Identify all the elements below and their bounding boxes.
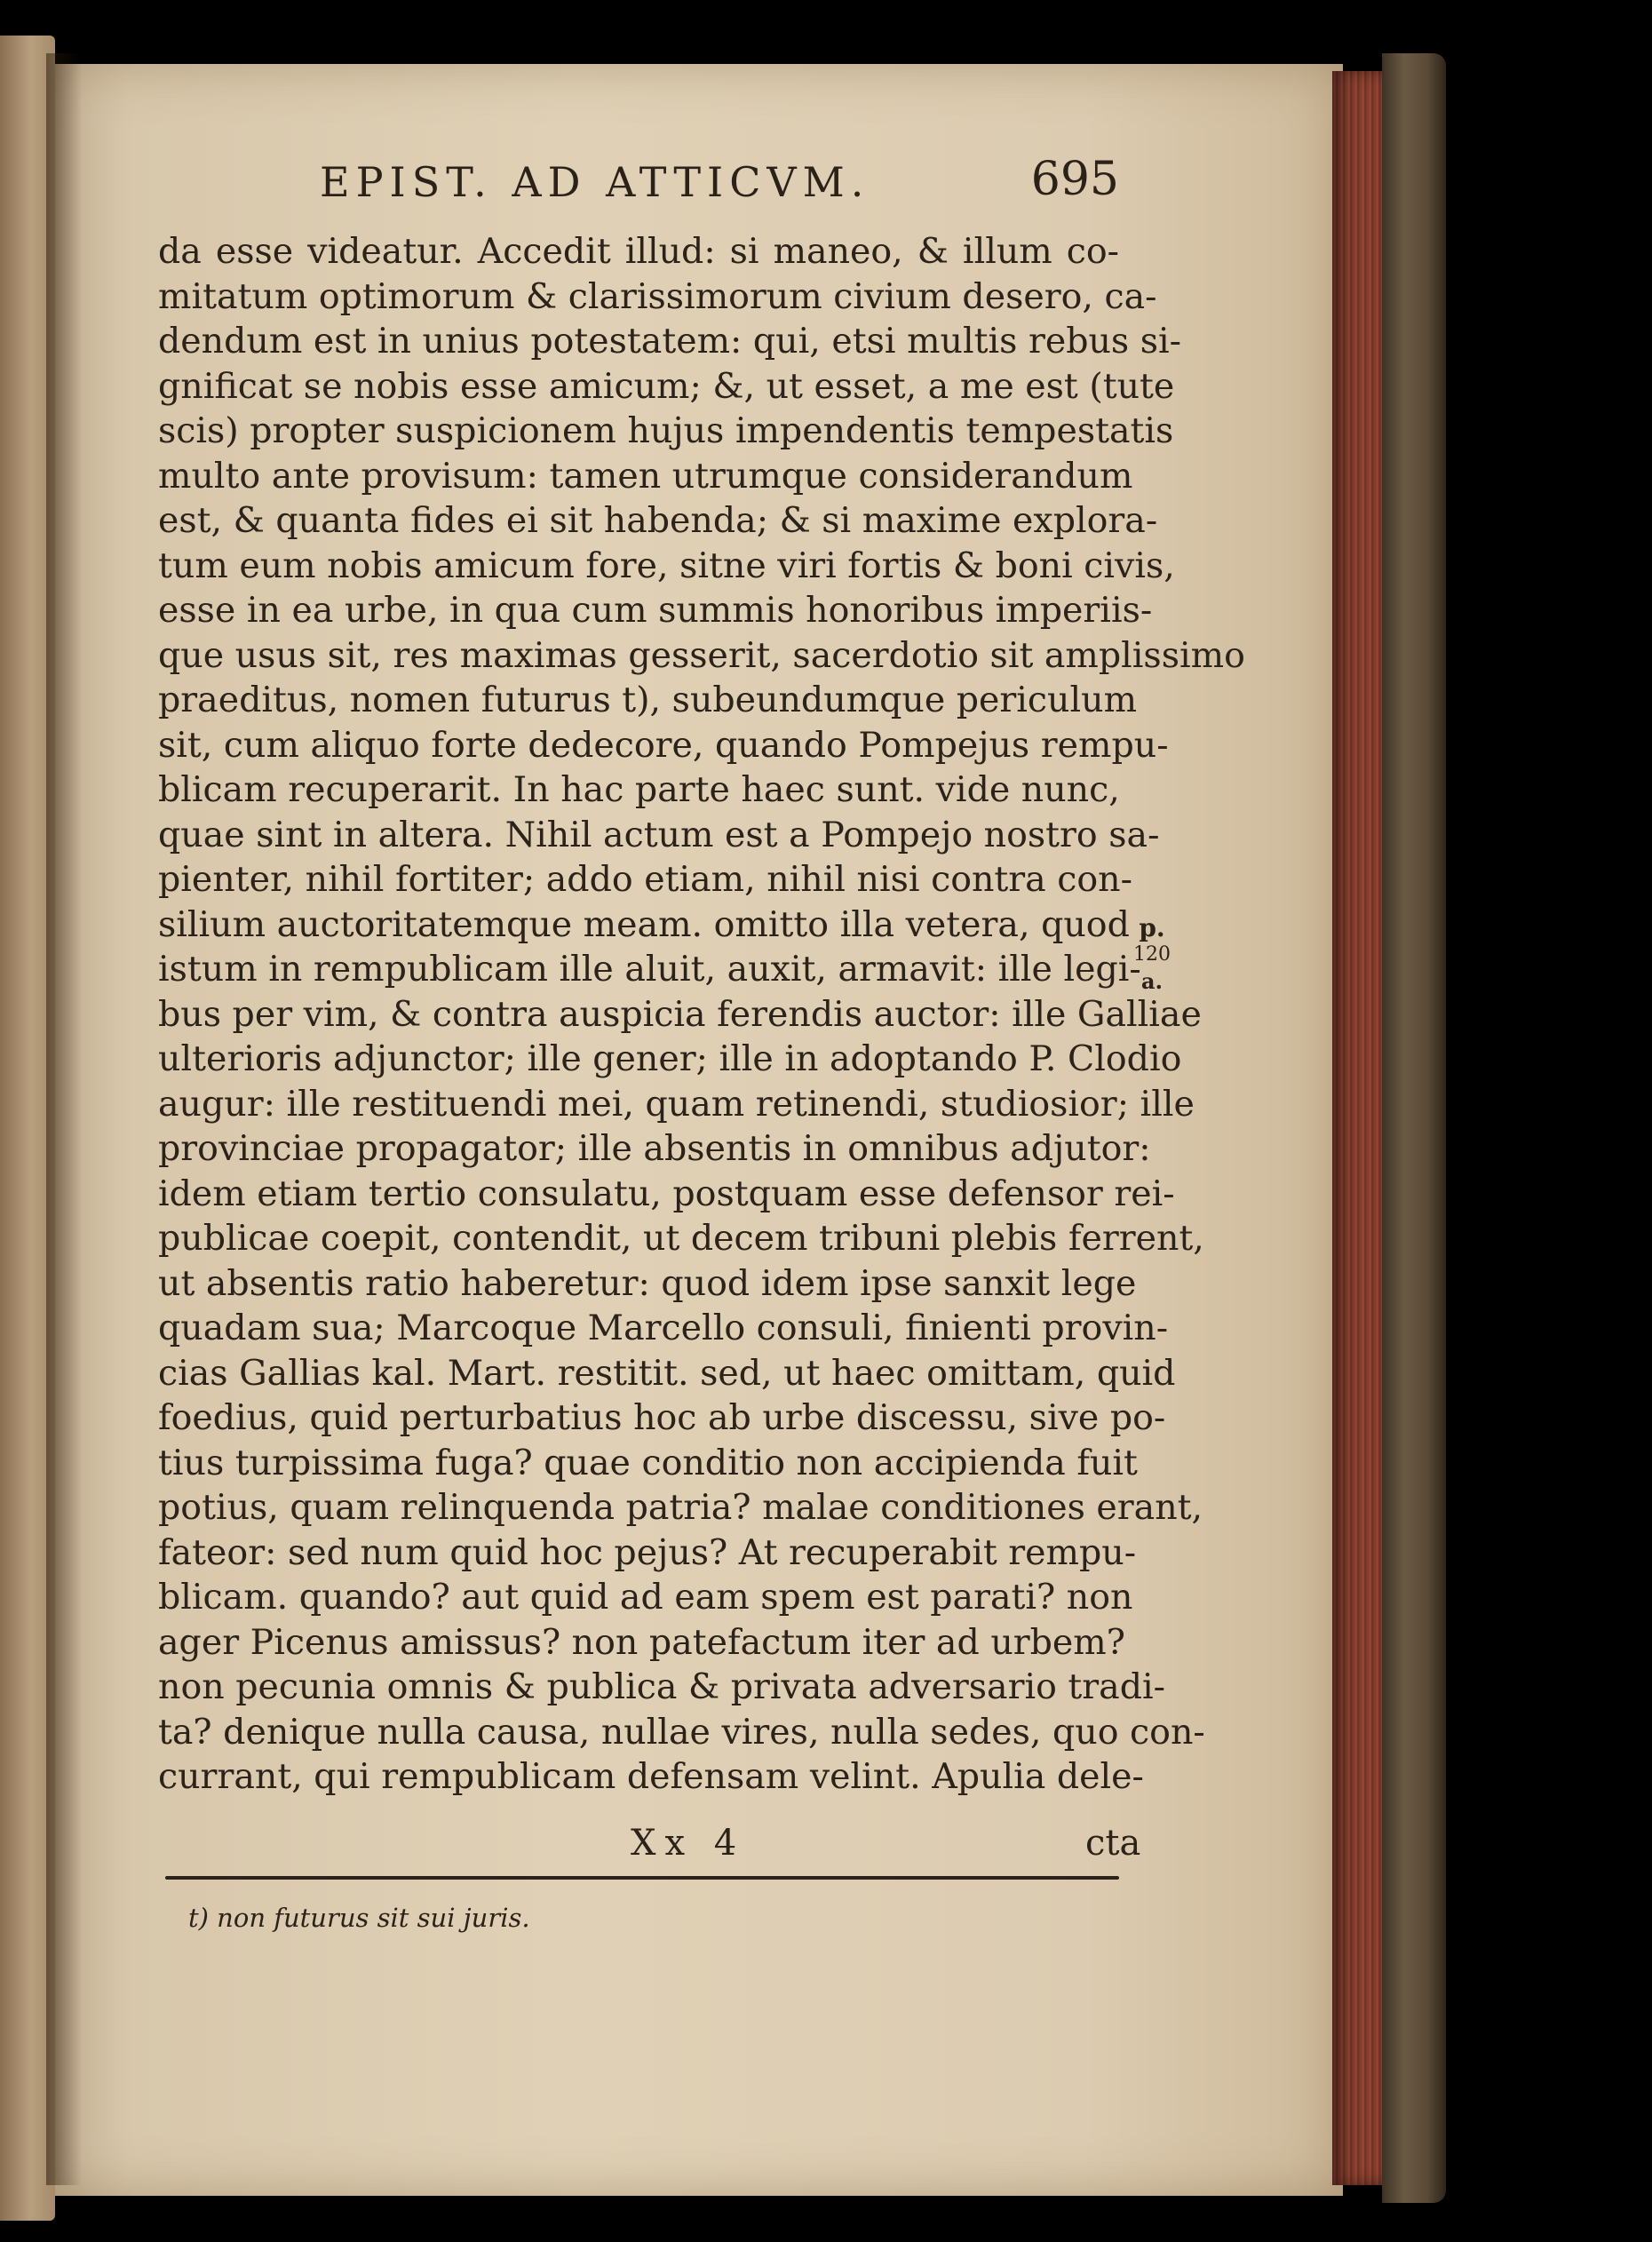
- text-line: potius, quam relinquenda patria? malae conditiones erant,: [158, 1487, 1203, 1528]
- text-line: ulterioris adjunctor; ille gener; ille in adoptando P. Clodio: [158, 1038, 1182, 1079]
- text-line: da esse videatur. Accedit illud: si maneo, & illum co-: [158, 231, 1119, 272]
- margin-reference-p: p.: [1139, 913, 1165, 942]
- book-binding: [1382, 53, 1446, 2203]
- text-line: pienter, nihil fortiter; addo etiam, nihil nisi contra con-: [158, 859, 1132, 900]
- page-header: [320, 153, 1119, 220]
- text-line: ager Picenus amissus? non patefactum iter ad urbem?: [158, 1621, 1125, 1663]
- running-title: EPIST. AD ATTICVM.: [320, 158, 870, 206]
- page-block-edges: [1332, 71, 1386, 2185]
- margin-reference-number: 120: [1133, 943, 1171, 966]
- text-line: quadam sua; Marcoque Marcello consuli, finienti provin-: [158, 1308, 1169, 1348]
- text-line: blicam. quando? aut quid ad eam spem est parati? non: [158, 1577, 1133, 1618]
- text-line: scis) propter suspicionem hujus impendentis tempestatis: [158, 410, 1174, 451]
- text-line: tum eum nobis amicum fore, sitne viri fortis & boni civis,: [158, 545, 1175, 586]
- text-line: que usus sit, res maximas gesserit, sacerdotio sit amplissimo: [158, 634, 1245, 676]
- page-number: 695: [1030, 153, 1119, 206]
- gutter-shadow: [46, 53, 82, 2185]
- text-line: cias Gallias kal. Mart. restitit. sed, ut haec omittam, quid: [158, 1352, 1176, 1394]
- text-line: ut absentis ratio haberetur: quod idem ipse sanxit lege: [158, 1262, 1137, 1304]
- text-line: multo ante provisum: tamen utrumque considerandum: [158, 455, 1133, 497]
- signature-mark: Xx 4: [631, 1823, 746, 1864]
- catchword: cta: [1085, 1823, 1141, 1864]
- text-line: esse in ea urbe, in qua cum summis honoribus imperiis-: [158, 590, 1153, 631]
- text-line: mitatum optimorum & clarissimorum civium desero, ca-: [158, 275, 1157, 317]
- text-line: istum in rempublicam ille aluit, auxit, armavit: ille legi-: [158, 949, 1141, 990]
- margin-reference: [1130, 915, 1174, 995]
- text-line: silium auctoritatemque meam. omitto illa vetera, quod: [158, 903, 1130, 945]
- text-line: augur: ille restituendi mei, quam retinendi, studiosior; ille: [158, 1083, 1195, 1125]
- text-line: currant, qui rempublicam defensam velint. Apulia dele-: [158, 1756, 1144, 1797]
- text-line: fateor: sed num quid hoc pejus? At recuperabit rempu-: [158, 1531, 1137, 1573]
- text-line: ta? denique nulla causa, nullae vires, nulla sedes, quo con-: [158, 1711, 1205, 1753]
- text-line: idem etiam tertio consulatu, postquam esse defensor rei-: [158, 1173, 1175, 1214]
- text-line: tius turpissima fuga? quae conditio non accipienda fuit: [158, 1442, 1138, 1483]
- text-line: quae sint in altera. Nihil actum est a Pompejo nostro sa-: [158, 814, 1160, 855]
- text-line: bus per vim, & contra auspicia ferendis auctor: ille Galliae: [158, 993, 1202, 1035]
- text-line: praeditus, nomen futurus t), subeundumque periculum: [158, 680, 1138, 720]
- text-line: gnificat se nobis esse amicum; &, ut esset, a me est (tute: [158, 365, 1175, 407]
- text-line: non pecunia omnis & publica & privata adversario tradi-: [158, 1666, 1165, 1707]
- margin-reference-letter: a.: [1141, 968, 1163, 994]
- text-line: blicam recuperarit. In hac parte haec sunt. vide nunc,: [158, 769, 1120, 810]
- text-line: sit, cum aliquo forte dedecore, quando Pompejus rempu-: [158, 724, 1169, 766]
- footnote-rule: [165, 1876, 1119, 1880]
- text-line: provinciae propagator; ille absentis in omnibus adjutor:: [158, 1128, 1151, 1169]
- text-line: dendum est in unius potestatem: qui, etsi multis rebus si-: [158, 321, 1181, 362]
- text-line: est, & quanta fides ei sit habenda; & si maxime explora-: [158, 500, 1158, 541]
- text-line: foedius, quid perturbatius hoc ab urbe discessu, sive po-: [158, 1397, 1166, 1438]
- text-line: publicae coepit, contendit, ut decem tribuni plebis ferrent,: [158, 1218, 1204, 1259]
- footnote: t) non futurus sit sui juris.: [188, 1903, 530, 1933]
